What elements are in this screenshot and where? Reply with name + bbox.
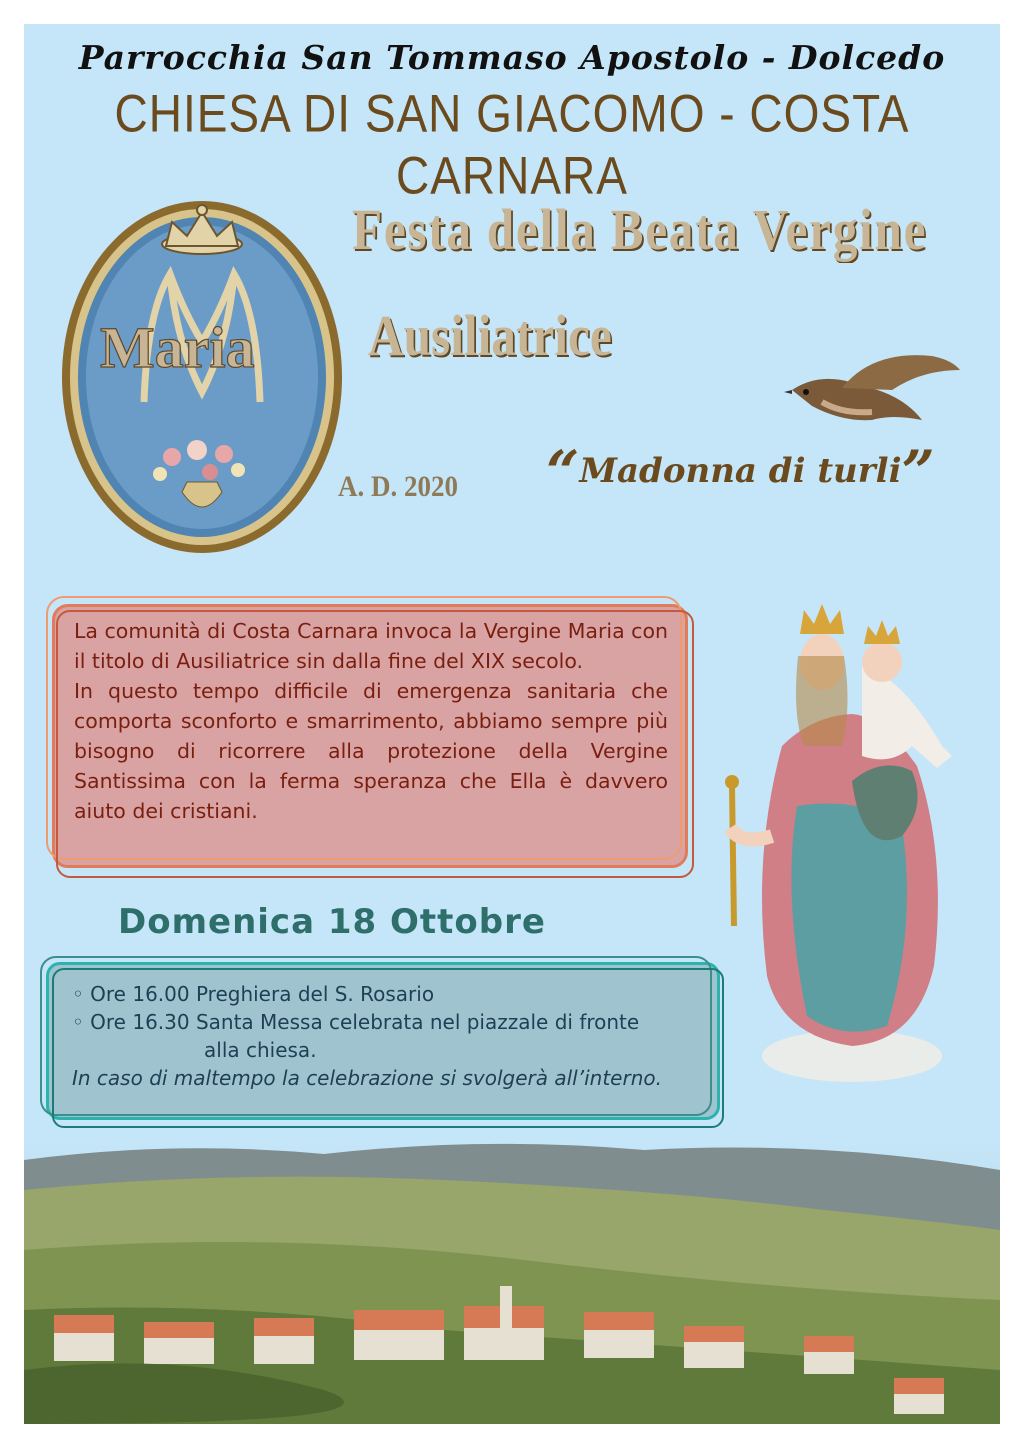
intro-text <box>74 616 668 826</box>
feast-title-line1: Festa della Beata Vergine <box>352 197 928 262</box>
feast-title-line2: Ausiliatrice <box>368 303 612 368</box>
subtitle-text: Madonna di turli <box>579 451 902 491</box>
schedule-item: ◦ Ore 16.00 Preghiera del S. Rosario <box>72 982 435 1006</box>
poster <box>24 24 1000 1424</box>
schedule-box <box>46 962 720 1120</box>
monogram-text: Maria <box>100 315 255 380</box>
intro-paragraph-2: In questo tempo difficile di emergenza sanitaria che comporta sconforto e smarrimento, abbiamo sempre più bisogno di ricorrere alla protezione della Vergine Santissima con la ferma speranza che Ella è davvero aiuto dei cristiani. <box>74 679 668 823</box>
schedule-item: alla chiesa. <box>204 1038 317 1062</box>
church-name: CHIESA DI SAN GIACOMO - COSTA CARNARA <box>114 83 910 205</box>
madonna-statue-icon <box>712 596 982 1086</box>
parish-name: Parrocchia San Tommaso Apostolo - Dolcedo <box>78 38 946 77</box>
event-date: Domenica 18 Ottobre <box>118 902 546 942</box>
village-landscape-photo <box>24 1140 1000 1424</box>
schedule-list <box>72 980 706 1092</box>
close-quote: ” <box>901 438 935 506</box>
medallion-icon <box>52 192 352 562</box>
intro-paragraph-1: La comunità di Costa Carnara invoca la Vergine Maria con il titolo di Ausiliatrice sin dalla fine del XIX secolo. <box>74 619 668 673</box>
weather-note: In caso di maltempo la celebrazione si svolgerà all’interno. <box>72 1066 662 1090</box>
open-quote: “ <box>546 438 580 506</box>
schedule-item: ◦ Ore 16.30 Santa Messa celebrata nel piazzale di fronte <box>72 1010 640 1034</box>
intro-box <box>52 604 688 868</box>
subtitle-quote <box>546 438 935 506</box>
bird-icon <box>782 350 962 450</box>
year-label: A. D. 2020 <box>338 470 459 503</box>
